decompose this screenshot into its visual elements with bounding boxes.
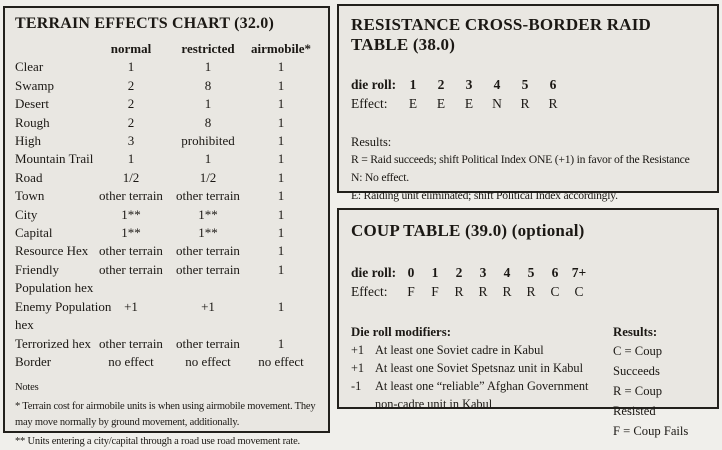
effect-value: N xyxy=(492,96,502,111)
normal-cell: 2 xyxy=(127,114,135,130)
modifier-value: +1 xyxy=(351,342,365,357)
effect-value: E xyxy=(464,96,474,111)
terrain-cell: Clear xyxy=(15,59,44,75)
normal-cell: other terrain xyxy=(99,261,163,277)
airmobile-cell: no effect xyxy=(258,353,304,369)
effect-label: Effect: xyxy=(351,96,388,111)
terrain-cell: Swamp xyxy=(15,77,54,93)
modifier-text: At least one Soviet Spetsnaz unit in Kabul xyxy=(375,360,583,375)
die-roll-value: 1 xyxy=(409,77,417,92)
terrain-table-header-row xyxy=(15,40,320,58)
modifier-value: +1 xyxy=(351,360,365,375)
coup-result-r: R = Coup Resisted xyxy=(613,383,663,418)
normal-cell: 1** xyxy=(121,206,141,222)
raid-die-roll-row xyxy=(351,75,707,94)
coup-result-c: C = Coup Succeeds xyxy=(613,343,663,378)
modifier-text: At least one Soviet cadre in Kabul xyxy=(375,342,544,357)
normal-cell: other terrain xyxy=(99,335,163,351)
normal-cell: other terrain xyxy=(99,243,163,259)
table-row xyxy=(15,132,320,150)
restricted-cell: 1** xyxy=(198,206,218,222)
die-roll-value: 4 xyxy=(503,264,511,280)
normal-cell: +1 xyxy=(124,298,138,314)
table-row xyxy=(15,114,320,132)
restricted-cell: 1/2 xyxy=(199,169,217,185)
effect-value: R xyxy=(478,283,488,299)
table-row xyxy=(15,206,320,224)
restricted-cell: 1** xyxy=(198,225,218,241)
table-row xyxy=(15,353,320,371)
restricted-cell: 1 xyxy=(204,151,212,167)
effect-value: F xyxy=(407,283,415,299)
normal-cell: 1 xyxy=(127,151,135,167)
normal-cell: 2 xyxy=(127,96,135,112)
raid-effect-row xyxy=(351,94,707,113)
die-roll-value: 4 xyxy=(493,77,501,92)
terrain-cell: Enemy Population hex xyxy=(15,298,112,333)
col-header-airmobile: airmobile* xyxy=(251,41,311,56)
die-roll-value: 5 xyxy=(527,264,535,280)
terrain-cell: Town xyxy=(15,188,45,204)
effect-value: E xyxy=(408,96,418,111)
note-road-rate: ** Units entering a city/capital through a road use road movement rate. xyxy=(15,435,300,447)
terrain-col-spacer xyxy=(15,40,97,58)
airmobile-cell: 1 xyxy=(277,169,285,185)
die-roll-value: 6 xyxy=(549,77,557,92)
col-header-restricted: restricted xyxy=(181,41,235,56)
table-row xyxy=(15,95,320,113)
restricted-cell: no effect xyxy=(185,353,231,369)
restricted-cell: prohibited xyxy=(181,133,235,149)
coup-result-f: F = Coup Fails xyxy=(613,423,689,438)
modifiers-heading: Die roll modifiers: xyxy=(351,324,451,339)
raid-result-n: N: No effect. xyxy=(351,171,409,184)
die-roll-value: 0 xyxy=(407,264,415,280)
airmobile-cell: 1 xyxy=(277,335,285,351)
coup-effect-row xyxy=(351,282,707,301)
airmobile-cell: 1 xyxy=(277,188,285,204)
coup-table xyxy=(337,208,719,438)
die-roll-value: 1 xyxy=(431,264,439,280)
terrain-cell: Road xyxy=(15,169,43,185)
terrain-cell: Resource Hex xyxy=(15,243,89,259)
terrain-cell: Border xyxy=(15,353,52,369)
coup-die-roll-row xyxy=(351,263,707,282)
table-row xyxy=(15,187,320,205)
modifier-row xyxy=(351,377,613,413)
die-roll-value: 5 xyxy=(521,77,529,92)
terrain-cell: Mountain Trail xyxy=(15,151,94,167)
normal-cell: no effect xyxy=(108,353,154,369)
table-row xyxy=(15,298,320,335)
normal-cell: 1/2 xyxy=(122,169,140,185)
die-roll-label: die roll: xyxy=(351,264,397,280)
die-roll-value: 7+ xyxy=(571,264,587,280)
airmobile-cell: 1 xyxy=(277,206,285,222)
raid-result-e: E: Raiding unit eliminated; shift Political Index accordingly. xyxy=(351,189,618,202)
raid-table-title: RESISTANCE CROSS-BORDER RAID TABLE (38.0) xyxy=(351,15,652,54)
table-row xyxy=(15,150,320,168)
effect-value: F xyxy=(431,283,439,299)
table-row xyxy=(15,261,320,298)
terrain-cell: City xyxy=(15,206,38,222)
terrain-cell: High xyxy=(15,133,41,149)
terrain-chart-title: TERRAIN EFFECTS CHART (32.0) xyxy=(15,15,274,32)
raid-results-heading: Results: xyxy=(351,135,392,149)
col-header-normal: normal xyxy=(110,41,152,56)
coup-results-heading: Results: xyxy=(613,324,658,339)
restricted-cell: 8 xyxy=(204,114,212,130)
airmobile-cell: 1 xyxy=(277,133,285,149)
airmobile-cell: 1 xyxy=(277,151,285,167)
table-row xyxy=(15,169,320,187)
normal-cell: other terrain xyxy=(99,188,163,204)
normal-cell: 1 xyxy=(127,59,135,75)
normal-cell: 2 xyxy=(127,77,135,93)
airmobile-cell: 1 xyxy=(277,96,285,112)
table-row xyxy=(15,335,320,353)
restricted-cell: 8 xyxy=(204,77,212,93)
restricted-cell: 1 xyxy=(204,96,212,112)
airmobile-cell: 1 xyxy=(277,114,285,130)
effect-label: Effect: xyxy=(351,283,388,299)
die-roll-value: 6 xyxy=(551,264,559,280)
effect-value: R xyxy=(526,283,536,299)
note-airmobile: * Terrain cost for airmobile units is when using airmobile movement. They may move normally by ground movement, additionally. xyxy=(15,400,316,429)
terrain-cell: Rough xyxy=(15,114,50,130)
modifier-row xyxy=(351,341,613,359)
die-roll-label: die roll: xyxy=(351,77,397,92)
modifier-text: At least one “reliable” Afghan Government non-cadre unit in Kabul xyxy=(375,378,589,411)
coup-results xyxy=(613,323,707,441)
restricted-cell: other terrain xyxy=(176,335,240,351)
airmobile-cell: 1 xyxy=(277,77,285,93)
coup-modifiers xyxy=(351,323,613,441)
terrain-effects-chart xyxy=(3,6,330,447)
table-row xyxy=(15,242,320,260)
raid-result-r: R = Raid succeeds; shift Political Index ONE (+1) in favor of the Resistance xyxy=(351,153,690,166)
effect-value: C xyxy=(550,283,560,299)
restricted-cell: other terrain xyxy=(176,261,240,277)
coup-table-title: COUP TABLE (39.0) (optional) xyxy=(351,221,585,240)
restricted-cell: other terrain xyxy=(176,188,240,204)
terrain-cell: Terrorized hex xyxy=(15,335,91,351)
airmobile-cell: 1 xyxy=(277,225,285,241)
normal-cell: 1** xyxy=(121,225,141,241)
airmobile-cell: 1 xyxy=(277,298,285,314)
terrain-table xyxy=(15,40,320,371)
effect-value: E xyxy=(436,96,446,111)
table-row xyxy=(15,224,320,242)
modifier-row xyxy=(351,359,613,377)
die-roll-value: 3 xyxy=(465,77,473,92)
effect-value: R xyxy=(502,283,512,299)
effect-value: C xyxy=(574,283,584,299)
terrain-cell: Capital xyxy=(15,225,53,241)
die-roll-value: 2 xyxy=(437,77,445,92)
notes xyxy=(15,380,320,450)
airmobile-cell: 1 xyxy=(277,59,285,75)
restricted-cell: other terrain xyxy=(176,243,240,259)
normal-cell: 3 xyxy=(127,133,135,149)
airmobile-cell: 1 xyxy=(277,243,285,259)
effect-value: R xyxy=(520,96,530,111)
airmobile-cell: 1 xyxy=(277,261,285,277)
die-roll-value: 2 xyxy=(455,264,463,280)
notes-heading: Notes xyxy=(15,382,39,394)
modifier-value: -1 xyxy=(351,378,362,393)
restricted-cell: +1 xyxy=(201,298,215,314)
die-roll-value: 3 xyxy=(479,264,487,280)
terrain-cell: Desert xyxy=(15,96,49,112)
restricted-cell: 1 xyxy=(204,59,212,75)
table-row xyxy=(15,77,320,95)
effect-value: R xyxy=(454,283,464,299)
raid-table xyxy=(337,4,719,202)
effect-value: R xyxy=(548,96,558,111)
terrain-cell: Friendly Population hex xyxy=(15,261,94,296)
table-row xyxy=(15,58,320,76)
